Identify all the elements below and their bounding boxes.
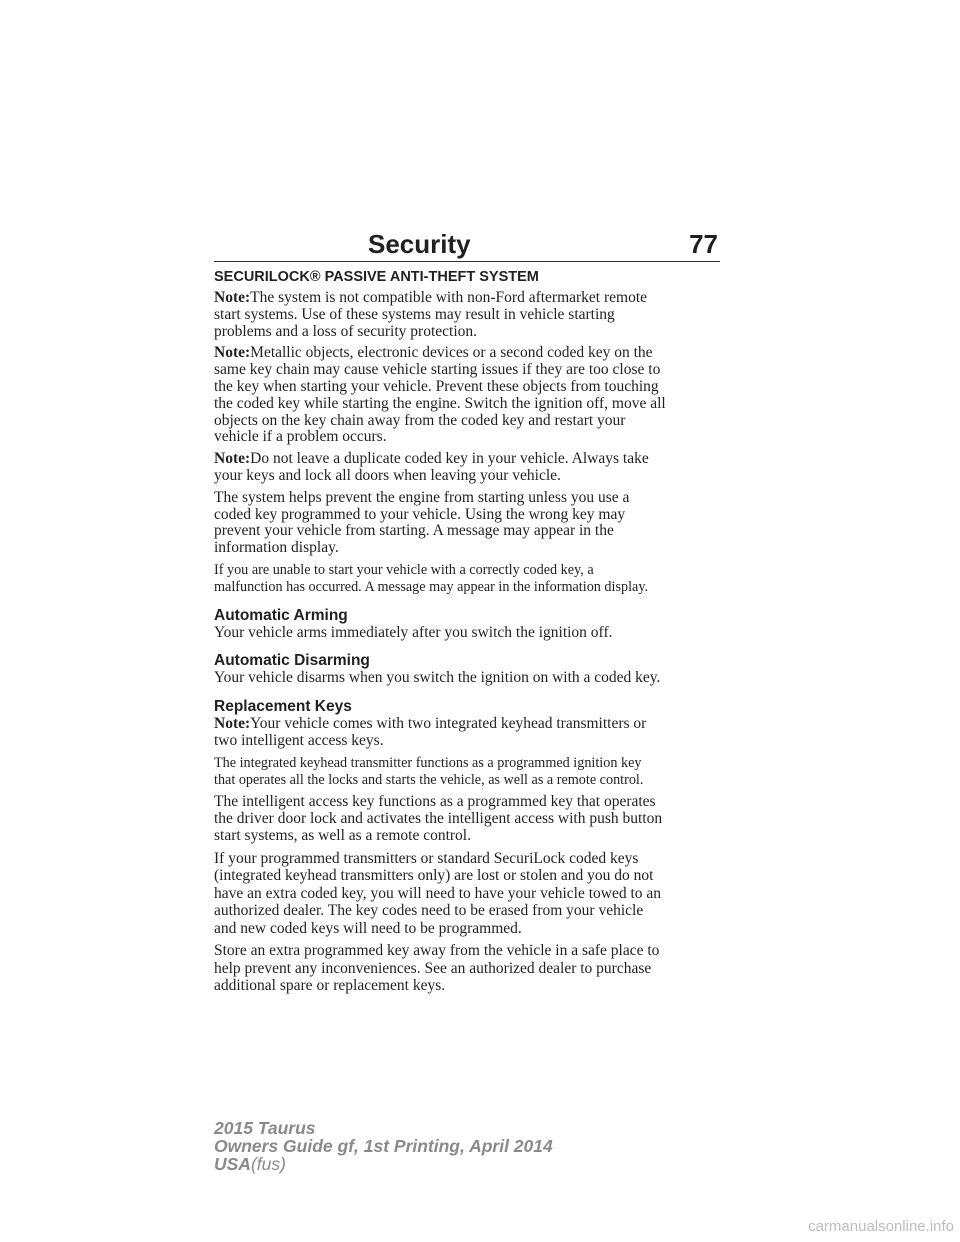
note-label: Note:	[214, 289, 251, 306]
footer-market-code: USA	[214, 1154, 251, 1174]
document-footer	[214, 1119, 553, 1173]
text-line: objects on the key chain away from the coded key and restart your	[214, 411, 626, 429]
text-line: help prevent any inconveniences. See an authorized dealer to purchase	[214, 959, 652, 977]
text-run: Do not leave a duplicate coded key in your vehicle. Always take	[250, 450, 649, 468]
text-line: If you are unable to start your vehicle with a correctly coded key, a	[214, 561, 594, 578]
text-line: coded key programmed to your vehicle. Using the wrong key may	[214, 505, 626, 523]
text-line: authorized dealer. The key codes need to be erased from your vehicle	[214, 902, 644, 920]
note-label: Note:	[214, 715, 251, 733]
body-paragraph	[214, 562, 720, 596]
text-run: The system is not compatible with non-Ford aftermarket remote	[250, 289, 648, 306]
text-line: the driver door lock and activates the intelligent access with push button	[214, 810, 663, 828]
text-line	[214, 716, 720, 733]
text-line	[214, 451, 720, 468]
watermark-text: carmanualsonline.info	[808, 1218, 954, 1235]
text-line: malfunction has occurred. A message may appear in the information display.	[214, 578, 649, 595]
note-paragraph	[214, 345, 720, 446]
text-run: Your vehicle comes with two integrated keyhead transmitters or	[250, 715, 647, 733]
text-line: additional spare or replacement keys.	[214, 977, 446, 995]
body-paragraph	[214, 670, 720, 687]
body-paragraph	[214, 794, 720, 844]
note-paragraph	[214, 716, 720, 750]
text-line: Your vehicle arms immediately after you switch the ignition off.	[214, 623, 613, 641]
section-title: SECURILOCK® PASSIVE ANTI-THEFT SYSTEM	[214, 269, 539, 285]
text-line: start systems, as well as a remote control.	[214, 826, 471, 844]
text-line: prevent your vehicle from starting. A message may appear in the	[214, 522, 614, 540]
page-header	[214, 229, 720, 262]
body-paragraph	[214, 850, 720, 938]
subheading-automatic-arming: Automatic Arming	[214, 606, 348, 624]
note-label: Note:	[214, 344, 251, 362]
text-line: start systems. Use of these systems may result in vehicle starting	[214, 305, 615, 323]
text-line: Store an extra programmed key away from the vehicle in a safe place to	[214, 942, 660, 960]
body-paragraph	[214, 942, 720, 995]
text-run: Metallic objects, electronic devices or a second coded key on the	[250, 344, 653, 362]
footer-market	[214, 1155, 553, 1173]
chapter-title: Security	[368, 229, 471, 259]
text-line	[214, 345, 720, 362]
subheading-automatic-disarming: Automatic Disarming	[214, 652, 370, 670]
note-paragraph	[214, 451, 720, 485]
text-line: and new coded keys will need to be programmed.	[214, 919, 522, 937]
text-line: The intelligent access key functions as a programmed key that operates	[214, 793, 656, 811]
text-line: The system helps prevent the engine from starting unless you use a	[214, 488, 630, 506]
text-line: The integrated keyhead transmitter functions as a programmed ignition key	[214, 754, 642, 771]
body-paragraph	[214, 755, 720, 789]
text-line: same key chain may cause vehicle starting issues if they are too close to	[214, 361, 661, 379]
text-line	[214, 290, 720, 307]
text-line: information display.	[214, 539, 339, 557]
footer-model: 2015 Taurus	[214, 1118, 316, 1138]
text-line: the coded key while starting the engine. Switch the ignition off, move all	[214, 394, 666, 412]
note-paragraph	[214, 290, 720, 340]
text-line: (integrated keyhead transmitters only) are lost or stolen and you do not	[214, 867, 654, 885]
note-label: Note:	[214, 450, 251, 468]
text-line: the key when starting your vehicle. Prevent these objects from touching	[214, 377, 659, 395]
page-content	[214, 268, 720, 1000]
text-line: have an extra coded key, you will need to have your vehicle towed to an	[214, 884, 662, 902]
text-line: Your vehicle disarms when you switch the ignition on with a coded key.	[214, 669, 661, 687]
footer-edition: Owners Guide gf, 1st Printing, April 2014	[214, 1136, 553, 1156]
subheading-replacement-keys: Replacement Keys	[214, 698, 352, 716]
text-line: your keys and lock all doors when leaving your vehicle.	[214, 466, 561, 484]
text-line: problems and a loss of security protection.	[214, 322, 478, 340]
page-number: 77	[689, 229, 718, 259]
text-line: two intelligent access keys.	[214, 731, 384, 749]
footer-market-suffix: (fus)	[250, 1154, 286, 1174]
body-paragraph	[214, 490, 720, 557]
text-line: vehicle if a problem occurs.	[214, 428, 387, 446]
body-paragraph	[214, 625, 720, 642]
text-line: that operates all the locks and starts the vehicle, as well as a remote control.	[214, 771, 644, 788]
text-line: If your programmed transmitters or standard SecuriLock coded keys	[214, 849, 639, 867]
